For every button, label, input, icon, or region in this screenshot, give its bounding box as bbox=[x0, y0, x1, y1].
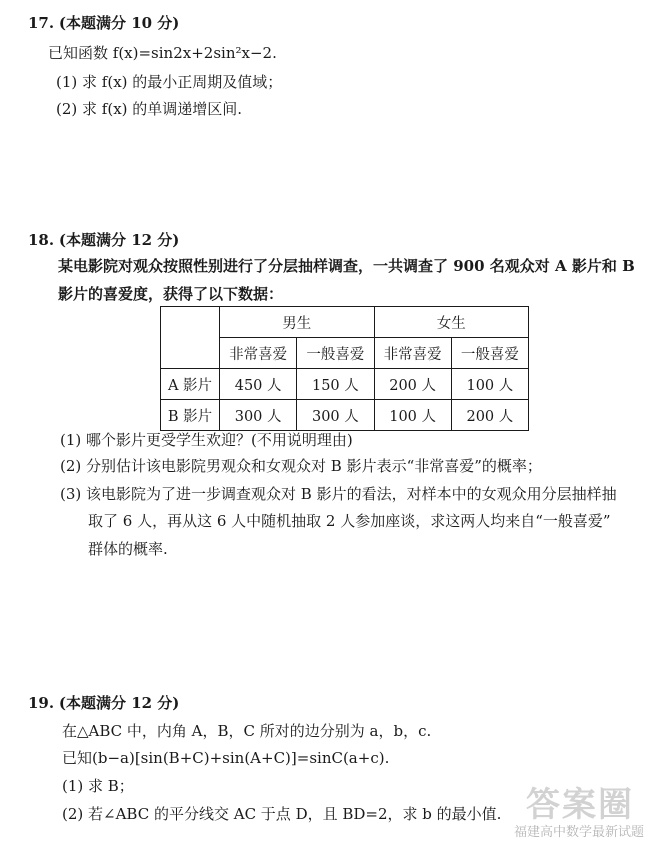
q19-part1: (1) 求 B； bbox=[62, 777, 134, 795]
q18-line2: 影片的喜爱度，获得了以下数据： bbox=[58, 285, 284, 303]
q18-part3-line3: 群体的概率. bbox=[88, 540, 168, 558]
table-cell: 300 人 bbox=[220, 400, 297, 431]
q17-part2: (2) 求 f(x) 的单调递增区间. bbox=[56, 100, 243, 118]
q18-points: (本题满分 12 分) bbox=[58, 231, 180, 249]
q19-points: (本题满分 12 分) bbox=[58, 694, 180, 712]
table-corner bbox=[161, 307, 220, 369]
watermark-caption: 福建高中数学最新试题 bbox=[513, 825, 644, 840]
table-cell: 100 人 bbox=[374, 400, 451, 431]
q17-line1: 已知函数 f(x)=sin2x+2sin²x−2. bbox=[48, 44, 277, 62]
row-label: A 影片 bbox=[161, 369, 220, 400]
q17-header bbox=[28, 12, 179, 33]
table-cell: 300 人 bbox=[297, 400, 374, 431]
q17-points: (本题满分 10 分) bbox=[58, 14, 180, 32]
q19-part2: (2) 若∠ABC 的平分线交 AC 于点 D，且 BD=2，求 b 的最小值. bbox=[62, 805, 502, 823]
q18-part1: (1) 哪个影片更受学生欢迎？(不用说明理由) bbox=[60, 431, 353, 449]
table-cell: 100 人 bbox=[451, 369, 528, 400]
q19-line2: 已知(b−a)[sin(B+C)+sin(A+C)]=sinC(a+c). bbox=[62, 749, 390, 767]
q18-header bbox=[28, 229, 179, 250]
header-female: 女生 bbox=[374, 307, 529, 338]
table-cell: 450 人 bbox=[220, 369, 297, 400]
sub-header: 一般喜爱 bbox=[451, 338, 528, 369]
q19-header bbox=[28, 692, 179, 713]
header-male: 男生 bbox=[220, 307, 375, 338]
table-row bbox=[161, 369, 529, 400]
q17-part1: (1) 求 f(x) 的最小正周期及值域； bbox=[56, 73, 283, 91]
table-cell: 200 人 bbox=[374, 369, 451, 400]
table-row bbox=[161, 400, 529, 431]
table-cell: 150 人 bbox=[297, 369, 374, 400]
survey-table bbox=[160, 306, 529, 431]
table-cell: 200 人 bbox=[451, 400, 528, 431]
q18-line1: 某电影院对观众按照性别进行了分层抽样调查，一共调查了 900 名观众对 A 影片和 B bbox=[58, 257, 635, 275]
sub-header: 非常喜爱 bbox=[374, 338, 451, 369]
q18-number: 18. bbox=[28, 231, 55, 249]
q17-number: 17. bbox=[28, 14, 55, 32]
q19-line1: 在△ABC 中，内角 A，B，C 所对的边分别为 a，b，c. bbox=[62, 722, 432, 740]
q18-part3-line2: 取了 6 人，再从这 6 人中随机抽取 2 人参加座谈，求这两人均来自“一般喜爱” bbox=[88, 512, 611, 530]
q18-part2: (2) 分别估计该电影院男观众和女观众对 B 影片表示“非常喜爱”的概率； bbox=[60, 457, 542, 475]
q18-part3-line1: (3) 该电影院为了进一步调查观众对 B 影片的看法，对样本中的女观众用分层抽样抽 bbox=[60, 485, 617, 503]
q19-number: 19. bbox=[28, 694, 55, 712]
sub-header: 非常喜爱 bbox=[220, 338, 297, 369]
row-label: B 影片 bbox=[161, 400, 220, 431]
sub-header: 一般喜爱 bbox=[297, 338, 374, 369]
watermark-logo: 答案圈 bbox=[526, 785, 634, 825]
